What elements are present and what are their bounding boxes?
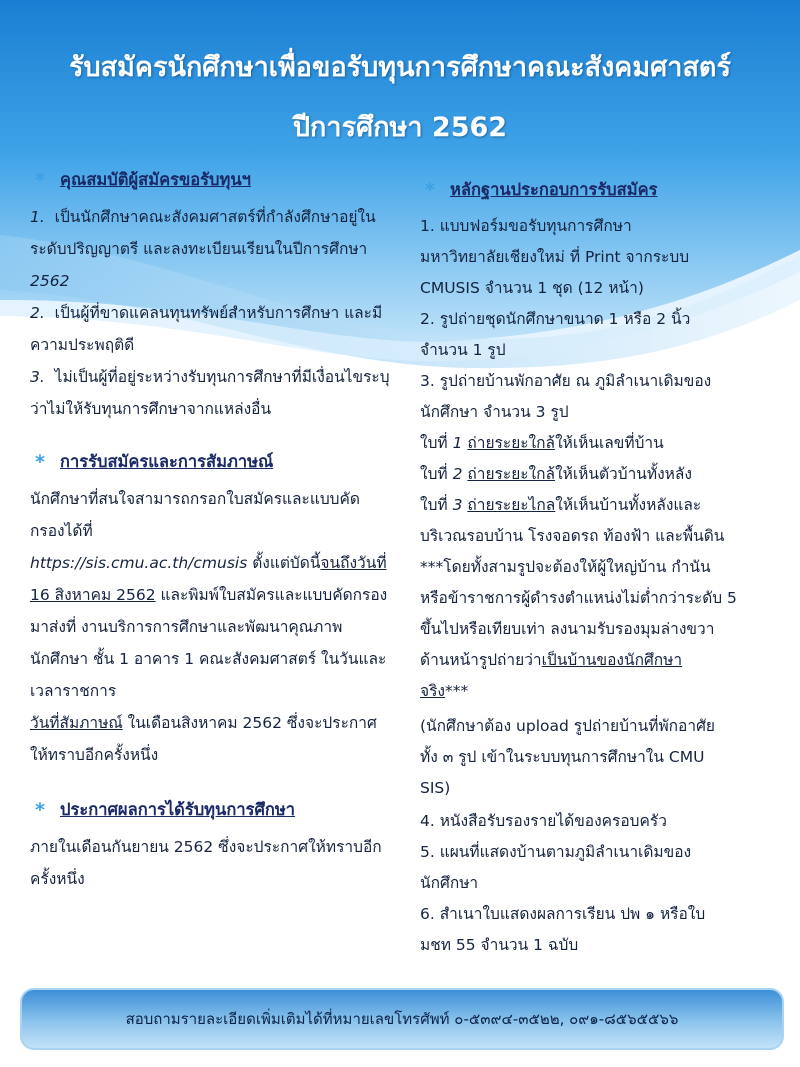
photo-rest: ให้เห็นตัวบ้านทั้งหลัง xyxy=(555,465,692,483)
item-text: เป็นนักศึกษาคณะสังคมศาสตร์ที่กำลังศึกษาอยู่ในระดับปริญญาตรี และลงทะเบียนเรียนในปีการศึกษา xyxy=(30,208,376,258)
application-details xyxy=(30,547,392,707)
doc-line: CMUSIS จำนวน 1 ชุด (12 หน้า) xyxy=(420,279,644,297)
photo-prefix: ใบที่ xyxy=(420,465,453,483)
results-heading-row xyxy=(30,795,392,825)
poster-title xyxy=(0,38,800,158)
doc-line: 2. รูปถ่ายชุดนักศึกษาขนาด 1 หรือ 2 นิ้ว xyxy=(420,310,691,328)
qualifications-heading-row xyxy=(30,165,392,195)
doc-line: นักศึกษา จำนวน 3 รูป xyxy=(420,403,569,421)
bullet-icon: * xyxy=(35,451,45,473)
interview-text: ในเดือนสิงหาคม 2562 ซึ่งจะประกาศให้ทราบอีกครั้งหนึ่ง xyxy=(30,714,377,764)
photo-number: 1 xyxy=(452,434,463,452)
doc-line: จำนวน 1 รูป xyxy=(420,341,506,359)
application-url: https://sis.cmu.ac.th/cmusis xyxy=(30,554,248,572)
doc-line: 4. หนังสือรับรองรายได้ของครอบครัว xyxy=(420,812,667,830)
doc-underlined: จริง xyxy=(420,682,445,700)
doc-underlined: เป็นบ้านของนักศึกษา xyxy=(541,651,683,669)
photo-distance: ถ่ายระยะใกล้ xyxy=(467,465,556,483)
title-line-1: รับสมัครนักศึกษาเพื่อขอรับทุนการศึกษาคณะสังคมศาสตร์ xyxy=(69,52,731,83)
doc-line: 3. รูปถ่ายบ้านพักอาศัย ณ ภูมิลำเนาเดิมของ xyxy=(420,372,712,390)
photo-prefix: ใบที่ xyxy=(420,496,453,514)
documents-heading-row xyxy=(420,175,780,205)
doc-text: ด้านหน้ารูปถ่ายว่า xyxy=(420,651,542,669)
interview-label: วันที่สัมภาษณ์ xyxy=(30,714,123,732)
item-year: 2562 xyxy=(30,272,70,290)
results-heading: ประกาศผลการได้รับทุนการศึกษา xyxy=(60,800,296,819)
photo-number: 2 xyxy=(452,465,463,483)
bullet-icon: * xyxy=(35,799,45,821)
doc-line: นักศึกษา xyxy=(420,874,479,892)
item-text: ไม่เป็นผู้ที่อยู่ระหว่างรับทุนการศึกษาที่มีเงื่อนไขระบุว่าไม่ให้รับทุนการศึกษาจากแหล่งอื่น xyxy=(30,368,390,418)
doc-line: บริเวณรอบบ้าน โรงจอดรถ ท้องฟ้า และพื้นดิน xyxy=(420,527,725,545)
doc-line: หรือข้าราชการผู้ดำรงตำแหน่งไม่ต่ำกว่าระดับ 5 xyxy=(420,589,737,607)
footer-text: สอบถามรายละเอียดเพิ่มเติมได้ที่หมายเลขโทรศัพท์ ๐-๕๓๙๔-๓๕๒๒, ๐๙๑-๘๕๖๕๕๖๖ xyxy=(125,1010,679,1028)
item-number: 3. xyxy=(30,368,45,386)
interview-info xyxy=(30,707,392,771)
doc-line xyxy=(420,645,780,676)
left-column xyxy=(30,165,392,895)
qualification-item xyxy=(30,361,392,425)
doc-line: SIS) xyxy=(420,779,451,797)
section-application xyxy=(30,447,392,771)
doc-line: ทั้ง ๓ รูป เข้าในระบบทุนการศึกษาใน CMU xyxy=(420,748,705,766)
doc-line: ขึ้นไปหรือเทียบเท่า ลงนามรับรองมุมล่างขวา xyxy=(420,620,715,638)
right-column xyxy=(420,175,780,961)
doc-line: ***โดยทั้งสามรูปจะต้องให้ผู้ใหญ่บ้าน กำนัน xyxy=(420,558,711,576)
application-text-b: และพิมพ์ใบสมัครและแบบคัดกรองมาส่งที่ งานบริการการศึกษาและพัฒนาคุณภาพนักศึกษา ชั้น 1 อาคาร 1 คณะสังคมศาสตร์ ในวันและเวลาราชการ xyxy=(30,586,388,700)
photo-number: 3 xyxy=(452,496,463,514)
doc-line: (นักศึกษาต้อง upload รูปถ่ายบ้านที่พักอาศัย xyxy=(420,717,715,735)
doc-line: 6. สำเนาใบแสดงผลการเรียน ปพ ๑ หรือใบ xyxy=(420,905,706,923)
photo-distance: ถ่ายระยะไกล xyxy=(467,496,556,514)
qualification-item xyxy=(30,201,392,297)
item-text: เป็นผู้ที่ขาดแคลนทุนทรัพย์สำหรับการศึกษา และมีความประพฤติดี xyxy=(30,304,383,354)
doc-text: *** xyxy=(444,682,469,700)
application-heading-row xyxy=(30,447,392,477)
photo-rest: ให้เห็นบ้านทั้งหลังและ xyxy=(555,496,702,514)
doc-line: มหาวิทยาลัยเชียงใหม่ ที่ Print จากระบบ xyxy=(420,248,690,266)
section-qualifications xyxy=(30,165,392,425)
documents-heading: หลักฐานประกอบการรับสมัคร xyxy=(450,180,658,199)
application-intro: นักศึกษาที่สนใจสามารถกรอกใบสมัครและแบบคัดกรองได้ที่ xyxy=(30,490,360,540)
qualifications-heading: คุณสมบัติผู้สมัครขอรับทุนฯ xyxy=(60,170,251,189)
qualification-item xyxy=(30,297,392,361)
photo-distance: ถ่ายระยะใกล้ xyxy=(467,434,556,452)
doc-line: 1. แบบฟอร์มขอรับทุนการศึกษา xyxy=(420,217,632,235)
results-text: ภายในเดือนกันยายน 2562 ซึ่งจะประกาศให้ทราบอีกครั้งหนึ่ง xyxy=(30,838,382,888)
doc-line xyxy=(420,676,780,707)
doc-line: มชท 55 จำนวน 1 ฉบับ xyxy=(420,936,579,954)
documents-list xyxy=(420,211,780,961)
application-text-a: ตั้งแต่บัดนี้ xyxy=(247,554,321,572)
doc-line: 5. แผนที่แสดงบ้านตามภูมิลำเนาเดิมของ xyxy=(420,843,692,861)
item-number: 2. xyxy=(30,304,45,322)
application-deadline: จนถึงวันที่ 16 สิงหาคม 2562 xyxy=(30,554,387,604)
application-heading: การรับสมัครและการสัมภาษณ์ xyxy=(60,452,274,471)
photo-rest: ให้เห็นเลขที่บ้าน xyxy=(555,434,664,452)
photo-line xyxy=(420,428,780,459)
photo-prefix: ใบที่ xyxy=(420,434,453,452)
bullet-icon: * xyxy=(425,179,435,201)
title-line-2: ปีการศึกษา 2562 xyxy=(292,112,508,143)
bullet-icon: * xyxy=(35,169,45,191)
section-results xyxy=(30,795,392,895)
photo-line xyxy=(420,459,780,490)
photo-line xyxy=(420,490,780,521)
item-number: 1. xyxy=(30,208,45,226)
contact-footer xyxy=(20,988,784,1050)
